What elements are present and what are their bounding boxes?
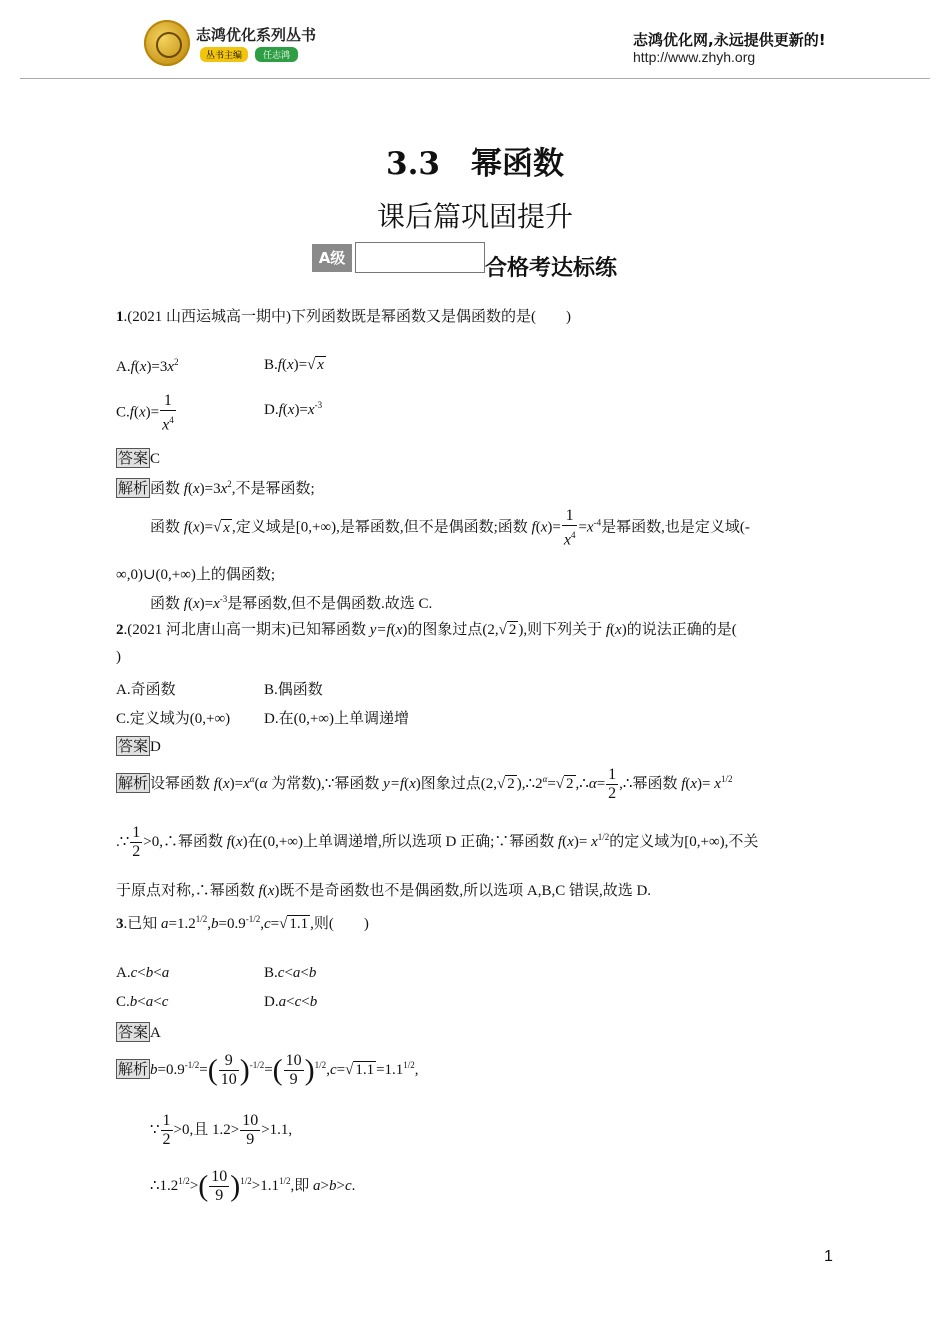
q1-analysis-line-3: ∞,0)∪(0,+∞)上的偶函数; bbox=[116, 567, 276, 583]
q1-analysis-line-1: 解析 函数 $f(x)=3x^2$,不是幂函数; bbox=[118, 479, 315, 497]
level-badge: A级 bbox=[312, 244, 352, 272]
level-score-box bbox=[355, 242, 485, 273]
q3-analysis-line-3: $\therefore 1.2^{1/2}>$( $\frac{10}{9}$ )$^{1/2}>1.1^{1/2}$,即 a>b>c. bbox=[150, 1168, 356, 1204]
answer-tag: 答案 bbox=[118, 1023, 149, 1041]
page-number: 1 bbox=[824, 1248, 833, 1265]
site-slogan: 志鸿优化网,永远提供更新的! bbox=[633, 31, 826, 49]
section-title: 课后篇巩固提升 bbox=[376, 200, 573, 233]
q2-option-b: B.偶函数 bbox=[264, 682, 323, 698]
q3-option-d: D.a<c<b bbox=[264, 994, 318, 1010]
q3-analysis-line-1: 解析 $b=0.9^{-1/2}=$( $\frac{9}{10}$ )$^{-1/2}$=( $\frac{10}{9}$ )$^{1/2}$,c=√ $1.1 =1.1^{1/2}$, bbox=[118, 1052, 419, 1088]
q1-option-d: $D.f(x)=x^{-3}$ bbox=[264, 400, 323, 418]
series-logo bbox=[144, 20, 190, 66]
q1-analysis-line-4: 函数 $f(x)=x^{-3}$是幂函数,但不是偶函数.故选 C. bbox=[150, 594, 433, 612]
q2-answer: 答案 D bbox=[118, 737, 161, 755]
series-editor-name: 任志鸿 bbox=[255, 47, 298, 62]
level-title: 合格考达标练 bbox=[485, 256, 618, 281]
q1-option-b: B.f(x)=√ x bbox=[264, 357, 324, 373]
q2-analysis-line-1: 解析 设幂函数 $f(x)=x^\alpha(\alpha$ 为常数),∵幂函数 y=f(x)图象过点(2,√ 2 )$,\therefore 2^\alpha=√$ 2 ,∴α= $\frac{1}{2}$ ,∴幂函数 $f(x)= x^{1/2}$ bbox=[118, 766, 733, 802]
q2-analysis-line-3: 于原点对称,∴幂函数 f(x)既不是奇函数也不是偶函数,所以选项 A,B,C 错误,故选 D. bbox=[116, 883, 652, 899]
q2-stem: 2.(2021 河北唐山高一期末)已知幂函数 y=f(x)的图象过点(2,√ 2 ),则下列关于 f(x)的说法正确的是( bbox=[116, 622, 737, 638]
answer-tag: 答案 bbox=[118, 737, 149, 755]
q1-option-a: $A.f(x)=3x^2$ bbox=[116, 357, 179, 375]
q3-analysis-line-2: ∵ $\frac{1}{2}$ >0,且 1.2> $\frac{10}{9}$ >1.1, bbox=[150, 1112, 293, 1148]
q3-answer: 答案 A bbox=[118, 1023, 161, 1041]
q3-option-c: C.b<a<c bbox=[116, 994, 169, 1010]
q2-stem-cont: ) bbox=[116, 649, 121, 665]
q3-stem: 3.已知 $a=1.2^{1/2},b=0.9^{-1/2},c=√$ 1.1 ,则( ) bbox=[116, 914, 369, 932]
q1-option-c: C.f(x)= $\frac{1}{x^4}$ bbox=[116, 392, 174, 434]
q2-option-c: C.定义域为(0,+∞) bbox=[116, 711, 231, 727]
q1-answer: 答案 C bbox=[118, 449, 161, 467]
q1-analysis-line-2: 函数 f(x)=√ x ,定义域是[0,+∞),是幂函数,但不是偶函数;函数 f(x)= $\frac{1}{x^4}$ $=x^{-4}$是幂函数,也是定义域(- bbox=[150, 507, 750, 549]
q2-analysis-line-2: .∵ $\frac{1}{2}$ >0,∴幂函数 f(x)在(0,+∞)上单调递增,所以选项 D 正确;∵幂函数 $f(x)= x^{1/2}$的定义域为[0,+∞),不关 bbox=[116, 824, 759, 860]
q3-option-a: A.c<b<a bbox=[116, 965, 170, 981]
q2-option-d: D.在(0,+∞)上单调递增 bbox=[264, 711, 409, 727]
chapter-title: 3.3 幂函数 bbox=[386, 146, 564, 182]
series-chief-editor-label: 丛书主编 bbox=[200, 47, 248, 62]
q2-option-a: A.奇函数 bbox=[116, 682, 176, 698]
analysis-tag: 解析 bbox=[118, 773, 149, 792]
site-url[interactable]: http://www.zhyh.org bbox=[633, 49, 756, 65]
header-divider bbox=[20, 78, 930, 79]
analysis-tag: 解析 bbox=[118, 1059, 149, 1078]
series-title: 志鸿优化系列丛书 bbox=[196, 26, 317, 44]
q1-stem: 1.(2021 山西运城高一期中)下列函数既是幂函数又是偶函数的是( ) bbox=[116, 309, 571, 325]
answer-tag: 答案 bbox=[118, 449, 149, 467]
analysis-tag: 解析 bbox=[118, 479, 149, 497]
q3-option-b: B.c<a<b bbox=[264, 965, 317, 981]
